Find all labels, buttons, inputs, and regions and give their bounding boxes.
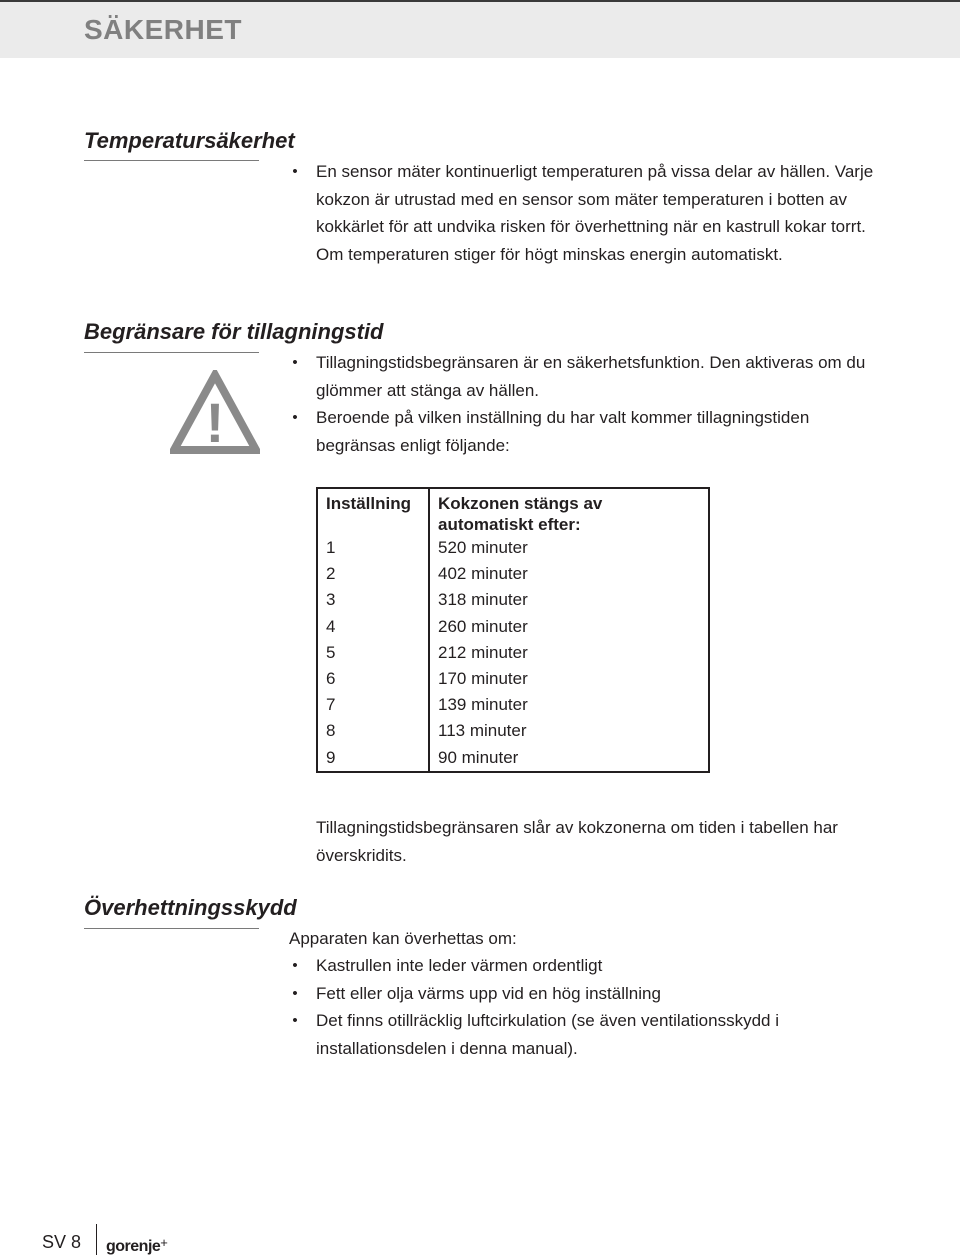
column-header-shutoff: Kokzonen stängs av automatiskt efter:	[438, 494, 603, 534]
table-cell: 90 minuter	[438, 747, 519, 767]
table-row	[317, 640, 709, 666]
overheat-bullet-list	[289, 952, 879, 1062]
section-rule	[84, 352, 259, 353]
table-cell: 520 minuter	[438, 538, 528, 557]
list-item: • En sensor mäter kontinuerligt temperaturen på vissa delar av hällen. Varje kokzon är utrustad med en sensor som mäter temperaturen i botten av kokkärlet för att undvika risken för överhettning när en kastrull kokar torrt. Om temperaturen stiger för högt minskas energin automatiskt.	[292, 162, 874, 264]
table-cell: 3	[317, 587, 429, 613]
section-heading-temperature: Temperatursäkerhet	[84, 128, 295, 153]
table-cell: 139 minuter	[438, 695, 528, 715]
table-cell: 170 minuter	[438, 668, 528, 688]
table-cell: 6	[317, 666, 429, 692]
column-header-setting: Inställning	[317, 488, 429, 535]
table-row	[317, 692, 709, 718]
table-row	[317, 666, 709, 692]
time-limiter-bullet-list	[289, 349, 879, 459]
list-item: • Beroende på vilken inställning du har valt kommer tillagningstiden begränsas enligt följande:	[292, 408, 810, 455]
table-cell: 9	[317, 745, 429, 772]
section-heading-overheat-protection: Överhettningsskydd	[84, 895, 297, 920]
section-rule	[84, 928, 259, 929]
page-number: SV 8	[42, 1232, 82, 1252]
list-item: • Kastrullen inte leder värmen ordentligt	[292, 956, 603, 975]
brand-mark: +	[160, 1235, 168, 1250]
table-header-row	[317, 488, 709, 535]
table-row	[317, 718, 709, 744]
section-heading-time-limiter: Begränsare för tillagningstid	[84, 319, 384, 344]
table-row	[317, 587, 709, 613]
warning-symbol: !	[205, 391, 225, 454]
table-row	[317, 614, 709, 640]
table-row	[317, 535, 709, 561]
table-cell: 212 minuter	[438, 642, 528, 662]
table-cell: 260 minuter	[438, 616, 528, 636]
list-item: • Det finns otillräcklig luftcirkulation (se även ventilationsskydd i installationsdelen i denna manual).	[292, 1011, 779, 1058]
table-cell: 1	[317, 535, 429, 561]
list-item: • Fett eller olja värms upp vid en hög inställning	[292, 983, 661, 1003]
list-item: • Tillagningstidsbegränsaren är en säkerhetsfunktion. Den aktiveras om du glömmer att stänga av hällen.	[292, 353, 866, 400]
header-band	[0, 0, 960, 58]
table-cell: 8	[317, 718, 429, 744]
footer-divider	[96, 1224, 97, 1255]
table-cell: 113 minuter	[438, 721, 527, 741]
table-cell: 4	[317, 614, 429, 640]
time-limit-table	[316, 487, 710, 773]
brand-logo	[106, 1235, 167, 1256]
time-limiter-note: Tillagningstidsbegränsaren slår av kokzonerna om tiden i tabellen har överskridits.	[316, 818, 838, 865]
table-cell: 2	[317, 561, 429, 587]
overheat-intro: Apparaten kan överhettas om:	[289, 929, 517, 948]
table-cell: 402 minuter	[438, 564, 528, 584]
brand-name: gorenje	[106, 1238, 161, 1255]
warning-triangle-icon	[170, 370, 260, 454]
table-cell: 318 minuter	[438, 590, 528, 610]
table-row	[317, 561, 709, 587]
temperature-bullet-list	[289, 158, 879, 268]
table-row	[317, 745, 709, 772]
table-cell: 7	[317, 692, 429, 718]
page-title: SÄKERHET	[84, 14, 243, 45]
section-rule	[84, 160, 259, 161]
table-cell: 5	[317, 640, 429, 666]
